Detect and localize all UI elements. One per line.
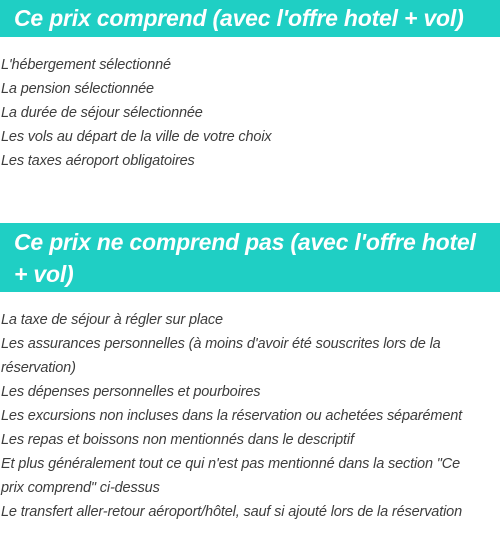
excluded-section: [0, 223, 500, 524]
included-item: La durée de séjour sélectionnée: [1, 105, 203, 121]
excluded-heading: Ce prix ne comprend pas (avec l'offre hotel + vol): [0, 223, 500, 292]
excluded-item: La taxe de séjour à régler sur place: [1, 312, 223, 328]
included-item: Les vols au départ de la ville de votre choix: [1, 129, 272, 145]
excluded-item: Les dépenses personnelles et pourboires: [1, 384, 261, 400]
excluded-item: Le transfert aller-retour aéroport/hôtel, sauf si ajouté lors de la réservation: [1, 504, 462, 520]
included-item: L'hébergement sélectionné: [1, 57, 171, 73]
included-item: Les taxes aéroport obligatoires: [1, 153, 195, 169]
excluded-item: Les repas et boissons non mentionnés dans le descriptif: [1, 432, 354, 448]
excluded-item: Et plus généralement tout ce qui n'est pas mentionné dans la section "Ce prix comprend" ci-dessus: [1, 456, 460, 496]
excluded-item: Les excursions non incluses dans la réservation ou achetées séparément: [1, 408, 463, 424]
included-list: [0, 53, 500, 173]
included-item: La pension sélectionnée: [1, 81, 154, 97]
included-heading: Ce prix comprend (avec l'offre hotel + vol): [0, 0, 500, 37]
excluded-item: Les assurances personnelles (à moins d'avoir été souscrites lors de la réservation): [1, 336, 441, 376]
excluded-list: [0, 308, 500, 524]
included-section: [0, 0, 500, 173]
